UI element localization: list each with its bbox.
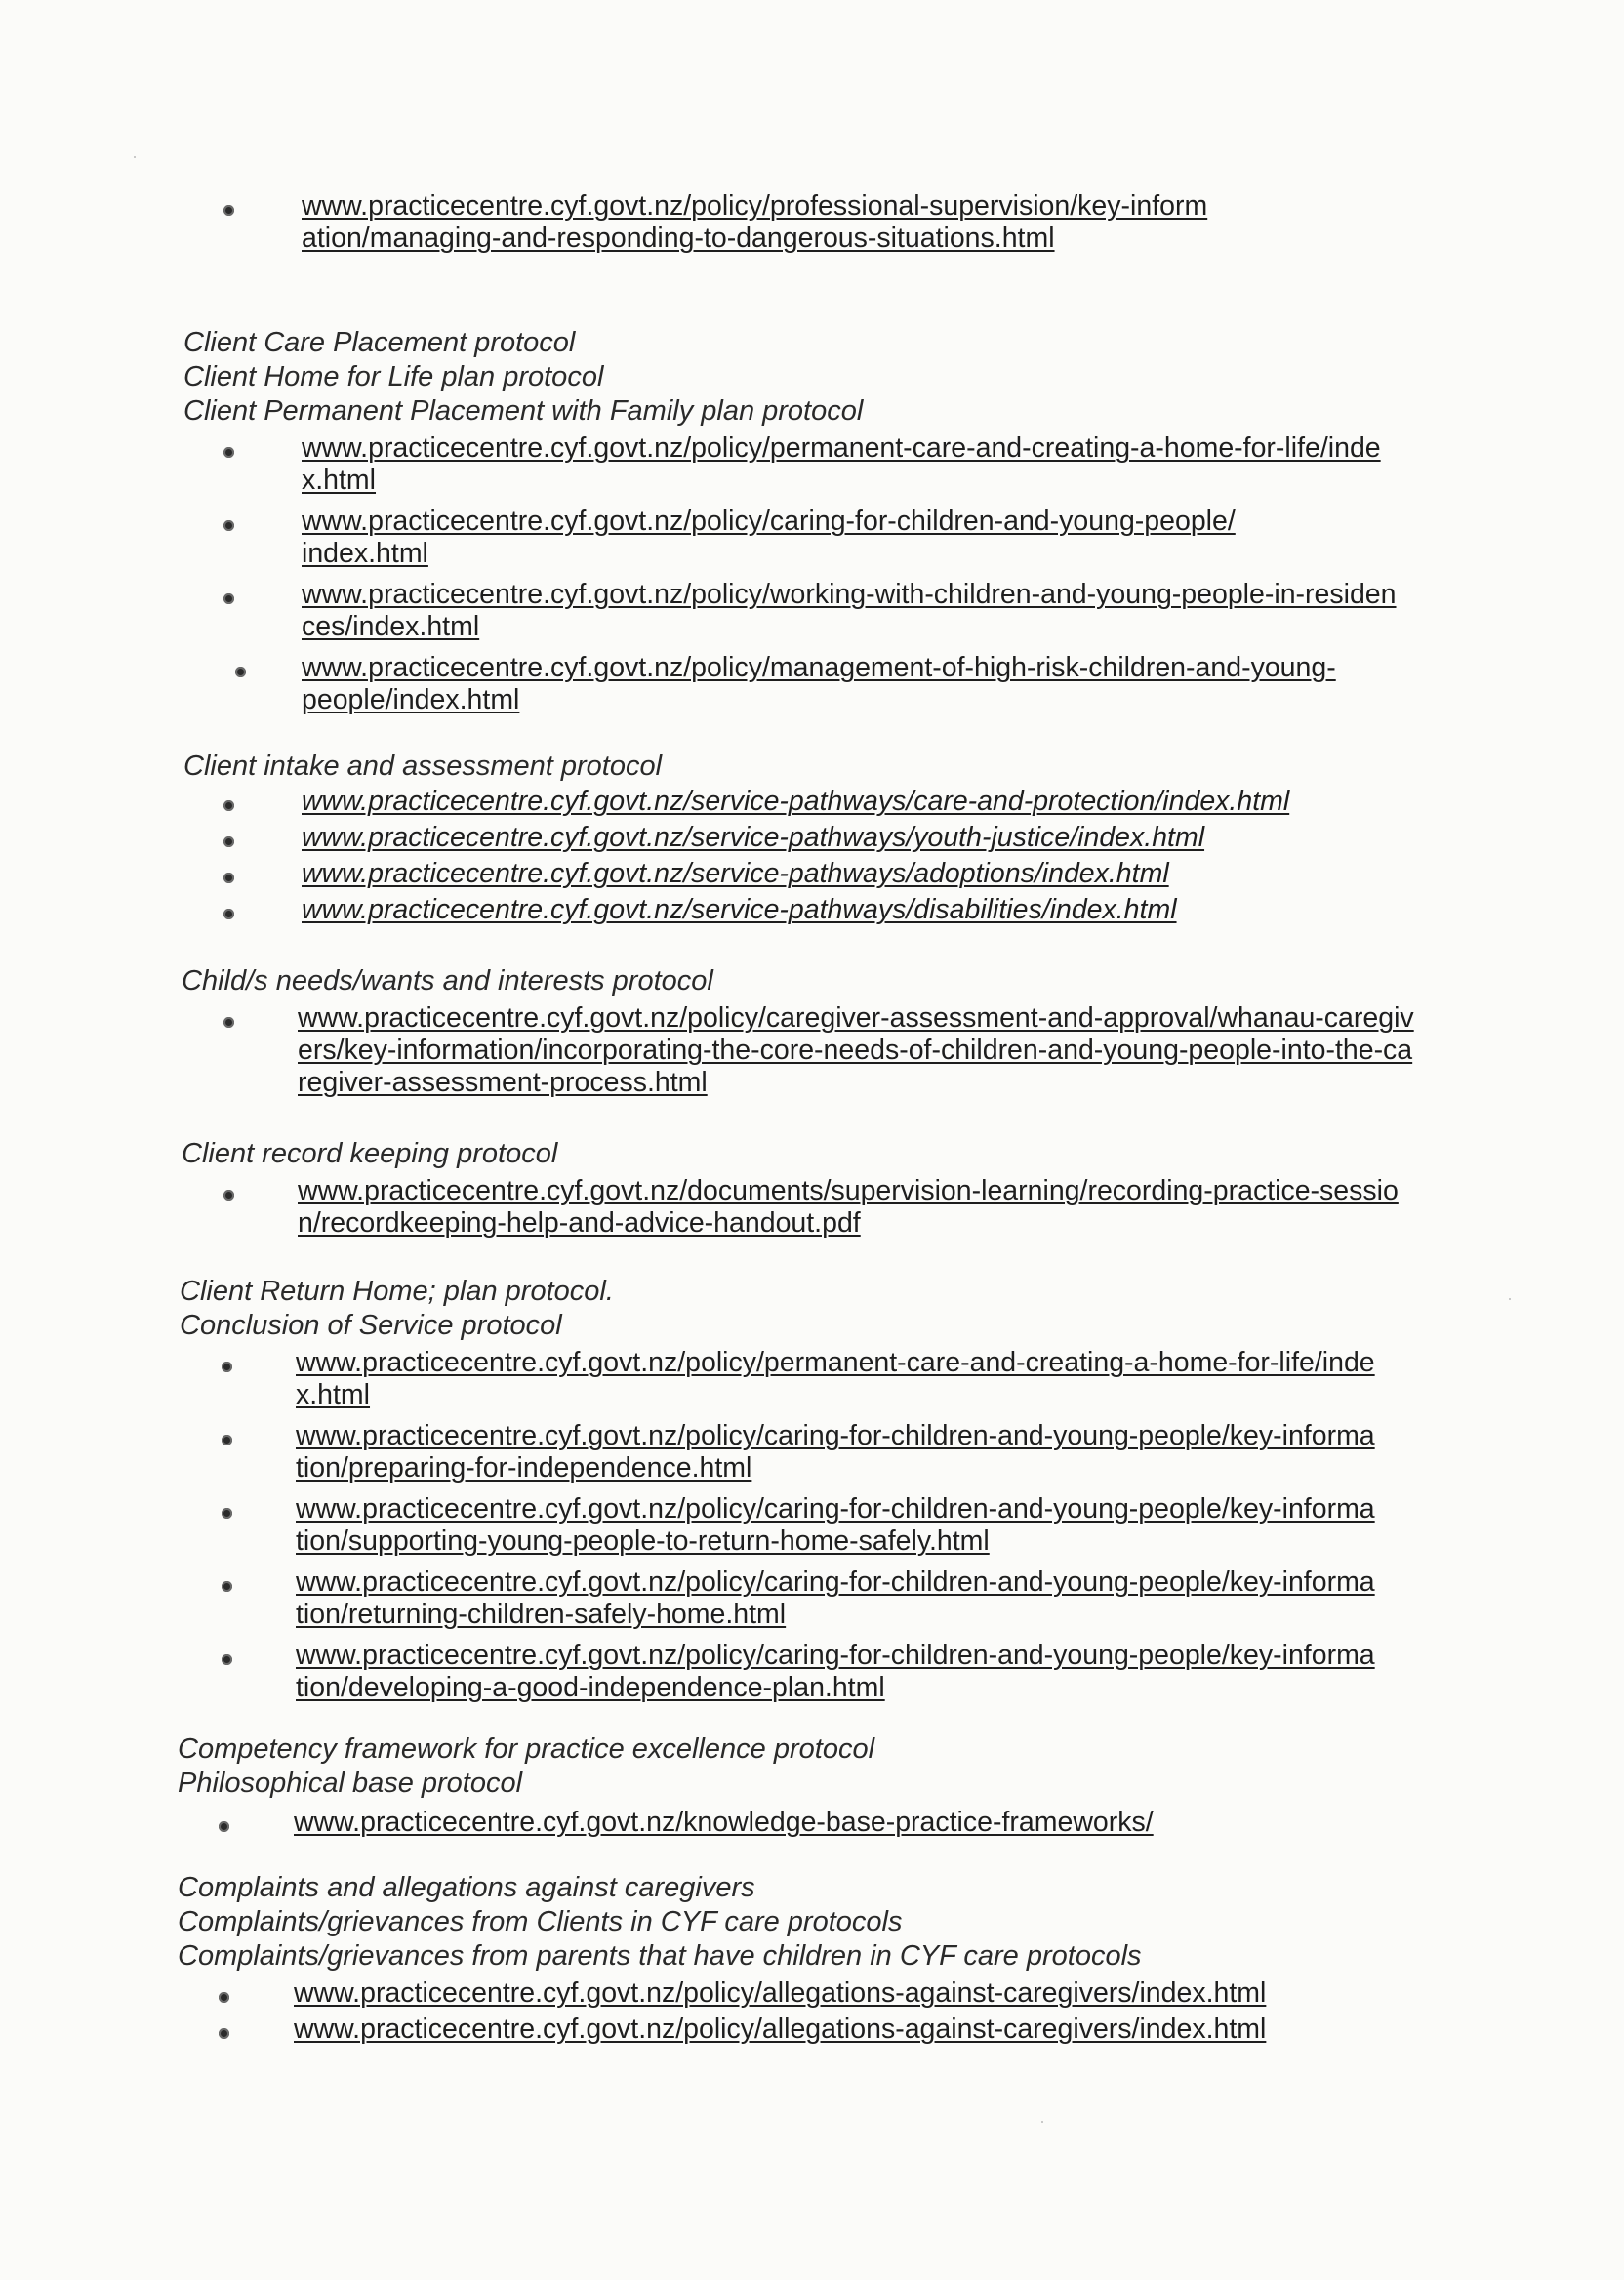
bullet-icon — [222, 1435, 232, 1445]
service-pathway-link[interactable]: www.practicecentre.cyf.govt.nz/service-pathways/youth-justice/index.html — [302, 822, 1205, 853]
knowledge-base-link[interactable]: www.practicecentre.cyf.govt.nz/knowledge-base-practice-frameworks/ — [294, 1807, 1154, 1838]
list-item — [0, 1977, 1624, 2010]
section-complaints — [0, 1871, 1624, 2050]
section-heading: Client intake and assessment protocol — [183, 751, 663, 782]
bullet-icon — [235, 667, 246, 677]
bullet-icon — [222, 1654, 232, 1665]
bullet-icon — [223, 205, 234, 216]
list-item — [0, 579, 1624, 643]
policy-link[interactable]: www.practicecentre.cyf.govt.nz/policy/management-of-high-risk-children-and-young-people/index.html — [302, 652, 1336, 715]
policy-link[interactable]: www.practicecentre.cyf.govt.nz/policy/permanent-care-and-creating-a-home-for-life/index.html — [296, 1347, 1375, 1410]
policy-link[interactable]: www.practicecentre.cyf.govt.nz/policy/allegations-against-caregivers/index.html — [294, 2014, 1267, 2045]
section-heading: Conclusion of Service protocol — [180, 1310, 562, 1341]
policy-link[interactable]: www.practicecentre.cyf.govt.nz/policy/working-with-children-and-young-people-in-residences/index.html — [302, 579, 1397, 642]
list-item — [0, 506, 1624, 570]
heading-group — [180, 1275, 1624, 1343]
scan-speck — [134, 156, 136, 158]
heading-group — [178, 1732, 1624, 1801]
link-list — [0, 1175, 1624, 1240]
list-item — [0, 1347, 1624, 1411]
link-list — [0, 1002, 1624, 1099]
policy-link[interactable]: www.practicecentre.cyf.govt.nz/policy/permanent-care-and-creating-a-home-for-life/index.html — [302, 432, 1381, 496]
heading-group — [182, 1137, 1624, 1171]
bullet-icon — [223, 836, 234, 847]
policy-link[interactable]: www.practicecentre.cyf.govt.nz/policy/caring-for-children-and-young-people/key-information/returning-children-safely-home.html — [296, 1567, 1375, 1630]
service-pathway-link[interactable]: www.practicecentre.cyf.govt.nz/service-pathways/care-and-protection/index.html — [302, 786, 1290, 817]
list-item — [0, 1807, 1624, 1839]
list-item — [0, 1567, 1624, 1631]
section-heading: Complaints/grievances from parents that have children in CYF care protocols — [178, 1940, 1142, 1972]
section-heading: Child/s needs/wants and interests protocol — [182, 965, 713, 997]
policy-link[interactable]: www.practicecentre.cyf.govt.nz/policy/caring-for-children-and-young-people/key-information/developing-a-good-independence-plan.html — [296, 1640, 1375, 1703]
bullet-icon — [222, 1581, 232, 1592]
bullet-icon — [223, 1190, 234, 1201]
list-item — [0, 1420, 1624, 1485]
link-list — [0, 190, 1624, 255]
link-list — [0, 1807, 1624, 1839]
link-list — [0, 432, 1624, 716]
list-item — [0, 2014, 1624, 2046]
section-heading: Client Home for Life plan protocol — [183, 361, 604, 392]
heading-group — [182, 964, 1624, 998]
list-item — [0, 1002, 1624, 1099]
section-heading: Complaints/grievances from Clients in CYF care protocols — [178, 1906, 903, 1937]
section-heading: Competency framework for practice excellence protocol — [178, 1733, 875, 1765]
list-item — [0, 1175, 1624, 1240]
scan-speck — [1509, 1298, 1511, 1300]
list-item — [0, 822, 1624, 854]
bullet-icon — [222, 1362, 232, 1372]
policy-link[interactable]: www.practicecentre.cyf.govt.nz/policy/caregiver-assessment-and-approval/whanau-caregivers/key-information/incorporating-the-core-needs-of-children-and-young-people-into-the-caregiver-assessment-process.html — [298, 1002, 1414, 1098]
bullet-icon — [223, 1017, 234, 1028]
section-heading: Philosophical base protocol — [178, 1768, 523, 1799]
bullet-icon — [223, 520, 234, 531]
bullet-icon — [222, 1508, 232, 1519]
section-child-needs — [0, 964, 1624, 1108]
heading-group — [183, 750, 1624, 784]
section-care-placement — [0, 326, 1624, 725]
bullet-icon — [219, 1821, 229, 1832]
section-heading: Client Return Home; plan protocol. — [180, 1276, 614, 1307]
policy-link[interactable]: www.practicecentre.cyf.govt.nz/policy/caring-for-children-and-young-people/key-information/supporting-young-people-to-return-home-safely.html — [296, 1493, 1375, 1557]
bullet-icon — [223, 447, 234, 458]
bullet-icon — [223, 800, 234, 811]
bullet-icon — [223, 909, 234, 919]
section-dangerous-situations — [0, 190, 1624, 264]
document-link[interactable]: www.practicecentre.cyf.govt.nz/documents/supervision-learning/recording-practice-session/recordkeeping-help-and-advice-handout.pdf — [298, 1175, 1399, 1239]
policy-link[interactable]: www.practicecentre.cyf.govt.nz/policy/professional-supervision/key-information/managing-and-responding-to-dangerous-situations.html — [302, 190, 1208, 254]
scan-speck — [1041, 2121, 1043, 2123]
bullet-icon — [219, 1992, 229, 2003]
section-heading: Client Permanent Placement with Family plan protocol — [183, 395, 864, 427]
section-intake-assessment — [0, 750, 1624, 930]
policy-link[interactable]: www.practicecentre.cyf.govt.nz/policy/allegations-against-caregivers/index.html — [294, 1977, 1267, 2009]
section-return-home — [0, 1275, 1624, 1713]
link-list — [0, 786, 1624, 926]
section-heading: Client record keeping protocol — [182, 1138, 558, 1169]
bullet-icon — [223, 593, 234, 604]
section-record-keeping — [0, 1137, 1624, 1248]
section-competency-framework — [0, 1732, 1624, 1848]
service-pathway-link[interactable]: www.practicecentre.cyf.govt.nz/service-pathways/adoptions/index.html — [302, 858, 1169, 889]
link-list — [0, 1977, 1624, 2046]
heading-group — [178, 1871, 1624, 1974]
list-item — [0, 1493, 1624, 1558]
list-item — [0, 1640, 1624, 1704]
list-item — [0, 858, 1624, 890]
policy-link[interactable]: www.practicecentre.cyf.govt.nz/policy/caring-for-children-and-young-people/index.html — [302, 506, 1236, 569]
list-item — [0, 786, 1624, 818]
service-pathway-link[interactable]: www.practicecentre.cyf.govt.nz/service-pathways/disabilities/index.html — [302, 894, 1177, 925]
bullet-icon — [219, 2028, 229, 2039]
list-item — [0, 190, 1624, 255]
list-item — [0, 894, 1624, 926]
heading-group — [183, 326, 1624, 428]
list-item — [0, 432, 1624, 497]
section-heading: Complaints and allegations against caregivers — [178, 1872, 755, 1903]
list-item — [0, 652, 1624, 716]
link-list — [0, 1347, 1624, 1704]
bullet-icon — [223, 873, 234, 883]
policy-link[interactable]: www.practicecentre.cyf.govt.nz/policy/caring-for-children-and-young-people/key-information/preparing-for-independence.html — [296, 1420, 1375, 1484]
section-heading: Client Care Placement protocol — [183, 327, 576, 358]
